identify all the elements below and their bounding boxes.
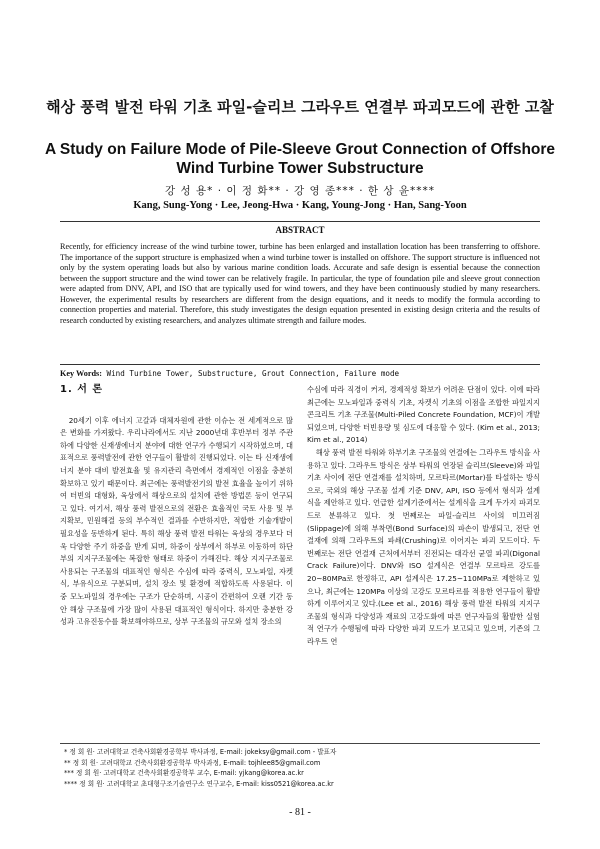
right-column [307, 384, 540, 648]
korean-authors: 강 성 용* · 이 정 화** · 강 영 종*** · 한 상 윤**** [165, 185, 435, 197]
english-authors: Kang, Sung-Yong · Lee, Jeong-Hwa · Kang, Young-Jong · Han, Sang-Yoon [133, 200, 467, 211]
keywords-text: Wind Turbine Tower, Substructure, Grout Connection, Failure mode [106, 369, 400, 378]
footnote: * 정 회 원· 고려대학교 건축사회환경공학부 박사과정, E-mail: jokeksy@gmail.com - 발표자 [64, 748, 337, 756]
page-number: - 81 - [289, 807, 311, 818]
section-heading: 1. 서 론 [60, 384, 104, 395]
keywords-label: Key Words: [60, 369, 102, 378]
keywords [60, 364, 540, 378]
right-paragraph: 해상 풍력 발전 타워와 하부기초 구조물의 연결에는 그라우트 방식을 사용하고 있다. 그라우트 방식은 상부 타워의 연장된 슬리브(Sleeve)와 파일 기초 사이에 전단 연결재를 설치하며, 모르타르(Mortar)를 타설하는 방식으로, 국외의 해상 구조물 설계 기준 DNV, API, ISO 등에서 형식과 설계식을 제안하고 있다. 언급한 설계기준에서는 설계식을 크게 두가지 파괴모드로 분류하고 있다. 첫 번째로는 파일-슬리브 사이의 미끄러짐(Slippage)에 의해 부착면(Bond Surface)의 파손이 발생되고, 전단 연결재에 의해 그라우트의 파쇄(Crushing)로 이어지는 파괴 모드이다. 두 번째로는 전단 연결재 근처에서부터 진전되는 대각선 균열 파괴(Digonal Crack Failure)이다. DNV와 ISO 설계식은 연결부 모르타르 강도를 20~80MPa로 한정하고, API 설계식은 17.25~110MPa로 제한하고 있으나, 최근에는 120MPa 이상의 고강도 모르타르를 적용한 연구들이 활발하게 이루어지고 있다.(Lee et al., 2016) 해상 풍력 발전 타워의 지지구조물의 형식과 다양성과 재료의 고강도화에 따른 연구자들의 활발한 실험적 연구가 수행됨에 따라 다양한 파괴 모드가 보고되고 있으며, 기존의 그라우트 연 [307, 447, 540, 646]
footnote: *** 정 회 원· 고려대학교 건축사회환경공학부 교수, E-mail: yjkang@korea.ac.kr [64, 769, 304, 777]
abstract-heading: ABSTRACT [60, 221, 540, 235]
left-column [60, 384, 293, 629]
footnotes [60, 743, 540, 789]
right-paragraph: 수심에 따라 직경이 커져, 경제적성 확보가 어려운 단점이 있다. 이에 따라 최근에는 모노파일과 중력식 기초, 자켓식 기초의 이점을 조합한 파일지지 콘크리트 기초 구조물(Multi-Piled Concrete Foundation, MCF)이 개발되었으며, 다양한 터빈용량 및 심도에 대응할 수 있다. (Kim et al., 2013; Kim et al., 2014) [307, 385, 540, 445]
footnote: **** 정 회 원· 고려대학교 초대형구조기술연구소 연구교수, E-mail: kiss0521@korea.ac.kr [64, 779, 334, 788]
left-paragraph: 20세기 이후 에너지 고갈과 대체자원에 관한 이슈는 전 세계적으로 많은 변화를 가져왔다. 우리나라에서도 지난 2000년대 후반부터 정부 주관 하에 다양한 신재생에너지 분야에 대한 연구가 수행되기 시작하였으며, 대표적으로 풍력발전에 관한 연구들이 활발히 진행되었다. 이는 타 신재생에너지 분야 대비 발전효율 및 유지관리 측면에서 경제적인 이점을 충분히 확보하고 있기 때문이다. 최근에는 풍력발전기의 발전 효율을 높이기 위하여 터빈의 대형화, 육상에서 해상으로의 설치에 관한 방법론 등이 연구되고 있다. 여기서, 해상 풍력 발전으로의 전환은 효율적인 국토 사용 및 부지확보, 민원해결 등의 부수적인 결과를 수반하지만, 적합한 기술개발이 필요성을 동반하게 된다. 특히 해상 풍력 발전 타워는 육상의 경우보다 더욱 다양한 주기 하중을 받게 되며, 하중이 상부에서 하부로 이동하여 하단부의 지지구조물에는 복잡한 형태로 하중이 가해진다. 해상 지지구조물로 사용되는 구조물의 대표적인 형식은 수심에 따라 중력식, 모노파일, 자켓식, 부유식으로 구분되며, 설치 장소 및 환경에 적합하도록 사용된다. 이 중 모노파일의 경우에는 구조가 단순하며, 시공이 간편하여 오랜 기간 동안 해상 구조물에 가장 많이 사용된 대표적인 형식이다. 하지만 충분한 강성과 고유진동수를 확보해야하므로, 상부 구조물의 규모와 설치 장소의 [60, 415, 293, 627]
abstract-text: Recently, for efficiency increase of the wind turbine tower, turbine has been enlarged and installation location has been transferring to offshore. The importance of the support structure is emphasized when a wind turbine tower is installed on offshore. The support structure is influenced not only by the system operating loads but also by various marine condition loads. Accurate and safe design is essential because the connection between the support structure and the wind tower can be relatively fragile. In particular, the type of foundation pile and sleeve grout connection were adapted from DNV, API, and ISO that are typically used for wind towers, and they have been continuously studied by many researchers. However, the experimental results by researchers are different from the design equations, and it needs to modify the formula according to connection properties and material. Therefore, this study investigates the design equation presented in existing design criteria and the results of research conducted by existing researchers, and analyzes ultimate strength and failure modes. [60, 242, 540, 325]
korean-title: 해상 풍력 발전 타워 기초 파일-슬리브 그라우트 연결부 파괴모드에 관한 고찰 [46, 98, 554, 116]
footnote: ** 정 회 원· 고려대학교 건축사회환경공학부 박사과정, E-mail: tojhlee85@gmail.com [64, 758, 321, 767]
english-title: A Study on Failure Mode of Pile-Sleeve Grout Connection of Offshore Wind Turbine Tower Substructure [44, 141, 556, 177]
